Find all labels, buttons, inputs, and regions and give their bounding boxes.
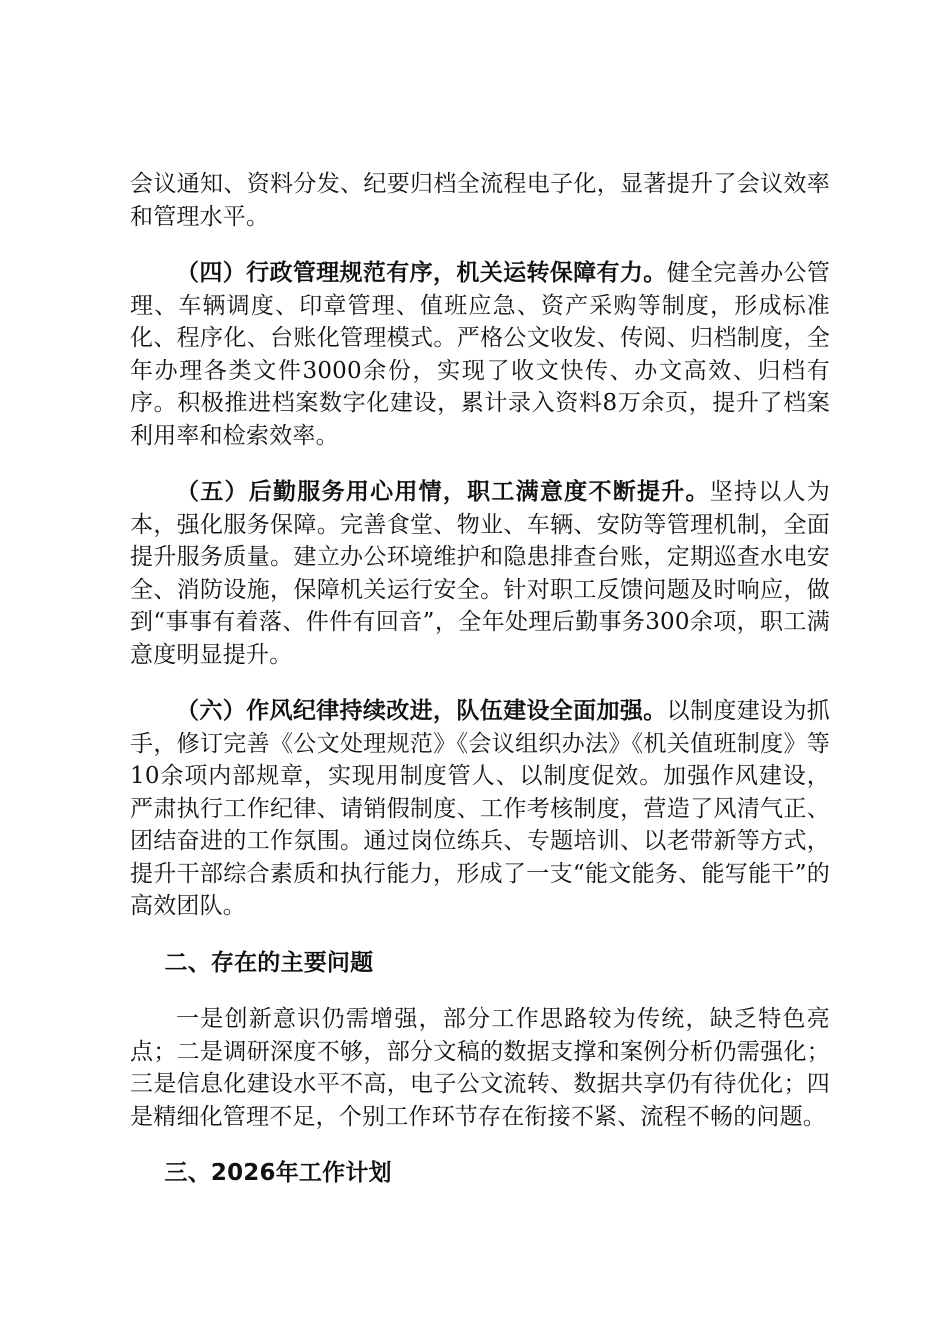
section-heading-problems: 二、存在的主要问题 [164,949,374,976]
section-heading-plan: 三、2026年工作计划 [164,1160,392,1186]
paragraph-text: 以制度建设为抓手，修订完善《公文处理规范》《会议组织办法》《机关值班制度》等10余项内部规章，实现用制度管人、以制度促效。加强作风建设，严肃执行工作纪律、请销假制度、工作考核制度，营造了风清气正、团结奋进的工作氛围。通过岗位练兵、专题培训、以老带新等方式，提升干部综合素质和执行能力，形成了一支“能文能务、能写能干”的高效团队。 [130,698,831,919]
paragraph-text: 坚持以人为本，强化服务保障。完善食堂、物业、车辆、安防等管理机制，全面提升服务质量。建立办公环境维护和隐患排查台账，定期巡查水电安全、消防设施，保障机关运行安全。针对职工反馈问题及时响应，做到“事事有着落、件件有回音”，全年处理后勤事务300余项，职工满意度明显提升。 [130,479,830,668]
paragraph-text: 健全完善办公管理、车辆调度、印章管理、值班应急、资产采购等制度，形成标准化、程序化、台账化管理模式。严格公文收发、传阅、归档制度，全年办理各类文件3000余份，实现了收文快传、办文高效、归档有序。积极推进档案数字化建设，累计录入资料8万余页，提升了档案利用率和检索效率。 [130,260,831,449]
paragraph-lead: （四）行政管理规范有序，机关运转保障有力。 [176,260,667,286]
paragraph-discipline-team [130,695,830,923]
paragraph-logistics-service [130,476,830,671]
paragraph-meeting-continuation [130,168,830,233]
document-page [130,168,830,1214]
paragraph-lead: （六）作风纪律持续改进，队伍建设全面加强。 [176,698,667,724]
paragraph-problems [130,1003,830,1133]
paragraph-text: 一是创新意识仍需增强，部分工作思路较为传统，缺乏特色亮点；二是调研深度不够，部分文稿的数据支撑和案例分析仍需强化；三是信息化建设水平不高，电子公文流转、数据共享仍有待优化；四是精细化管理不足，个别工作环节存在衔接不紧、流程不畅的问题。 [130,1006,830,1130]
paragraph-lead: （五）后勤服务用心用情，职工满意度不断提升。 [176,479,710,505]
paragraph-admin-management [130,257,830,452]
paragraph-text: 会议通知、资料分发、纪要归档全流程电子化，显著提升了会议效率和管理水平。 [130,171,830,230]
